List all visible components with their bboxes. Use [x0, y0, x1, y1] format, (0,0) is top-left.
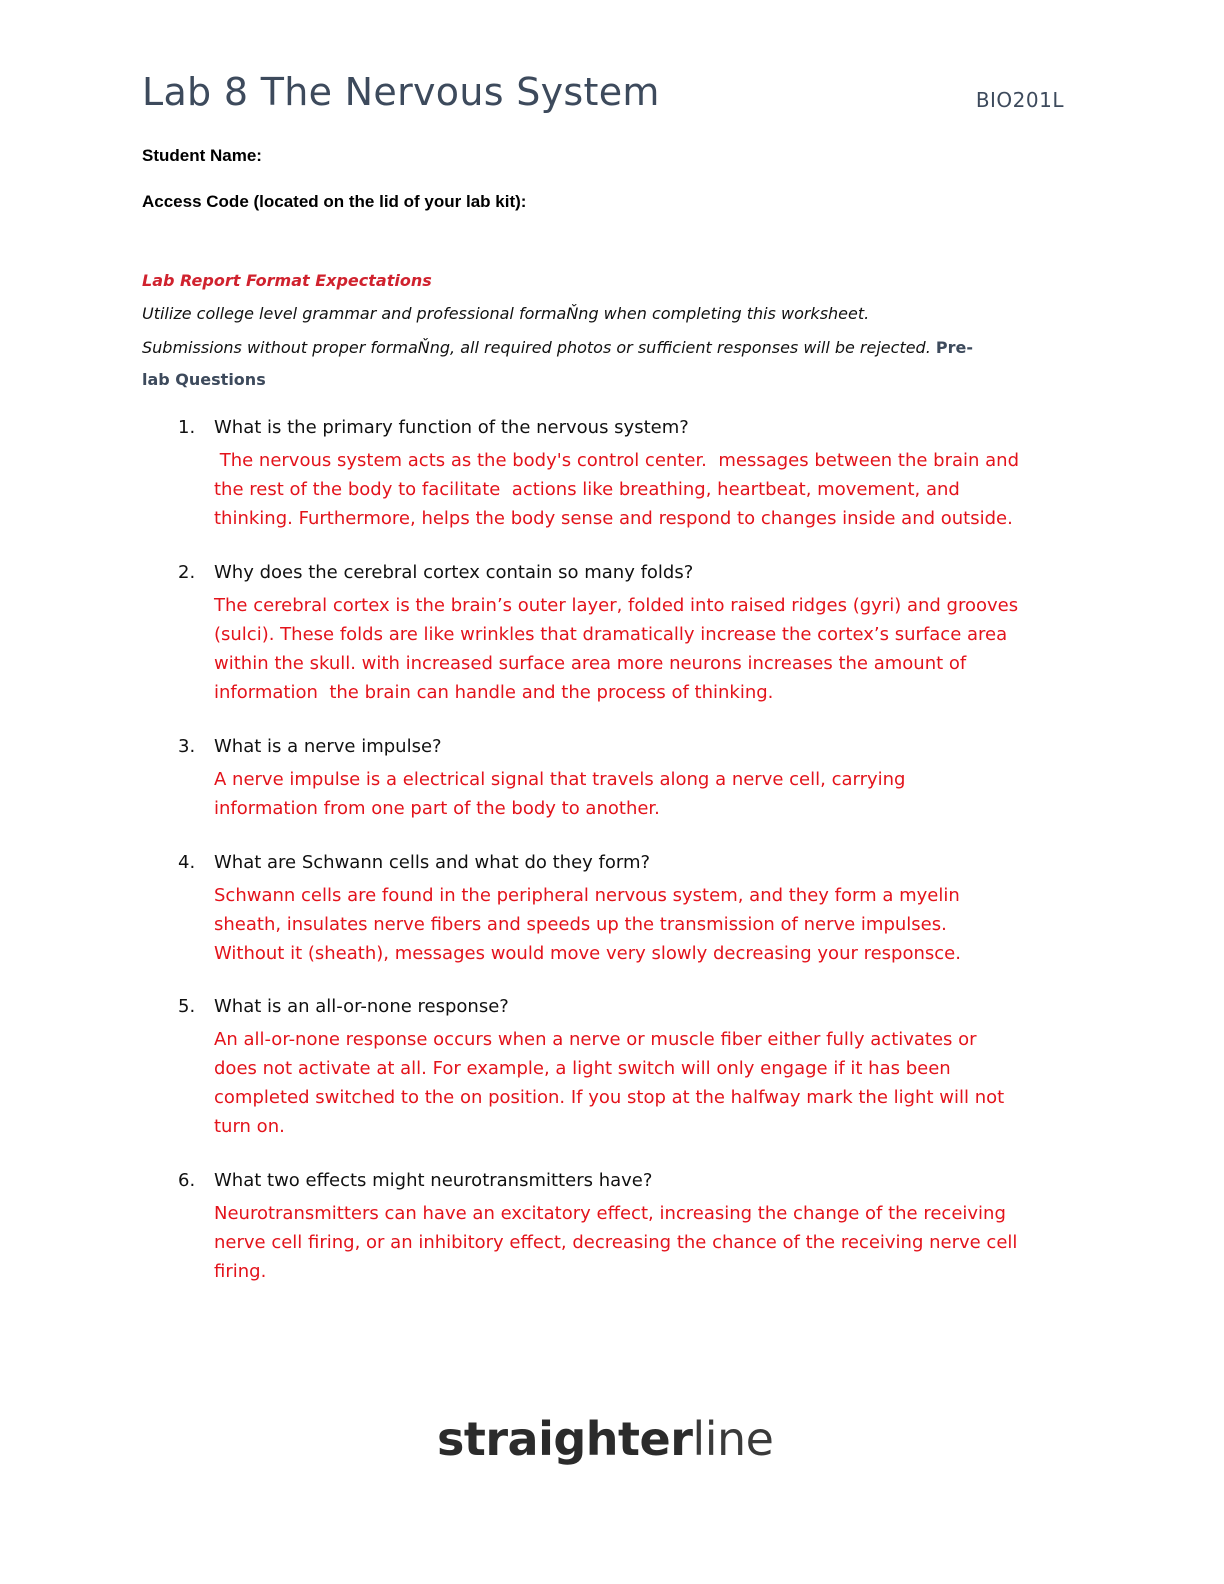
straighterline-logo: [437, 1412, 773, 1466]
question-number: 3.: [178, 736, 196, 757]
prelab-heading-part2: lab Questions: [142, 370, 266, 389]
prelab-heading-part1: Pre-: [935, 338, 973, 357]
expectations-line-2-text: Submissions without proper formaŇng, all required photos or sufficient responses will be rejected.: [142, 338, 931, 357]
question-text: What are Schwann cells and what do they form?: [214, 852, 651, 873]
logo-bold-text: straighter: [437, 1412, 693, 1466]
question-number: 5.: [178, 996, 196, 1017]
answer-line: nerve cell firing, or an inhibitory effect, decreasing the chance of the receiving nerve cell: [214, 1232, 1018, 1253]
answer-line: does not activate at all. For example, a light switch will only engage if it has been: [214, 1058, 951, 1079]
answer-line: The cerebral cortex is the brain’s outer layer, folded into raised ridges (gyri) and grooves: [214, 595, 1019, 616]
expectations-line-2: [142, 338, 973, 357]
answer-text: [214, 591, 1018, 707]
question-number: 6.: [178, 1170, 196, 1191]
answer-line: (sulci). These folds are like wrinkles that dramatically increase the cortex’s surface area: [214, 624, 1008, 645]
answer-line: Without it (sheath), messages would move very slowly decreasing your responsce.: [214, 943, 961, 964]
answer-line: The nervous system acts as the body's control center. messages between the brain and: [214, 450, 1020, 471]
answer-line: Schwann cells are found in the peripheral nervous system, and they form a myelin: [214, 885, 960, 906]
logo-light-text: line: [692, 1412, 774, 1466]
course-code: BIO201L: [975, 88, 1064, 112]
answer-line: Neurotransmitters can have an excitatory effect, increasing the change of the receiving: [214, 1203, 1006, 1224]
question-text: Why does the cerebral cortex contain so many folds?: [214, 562, 694, 583]
access-code-label: Access Code (located on the lid of your lab kit):: [142, 192, 527, 211]
answer-line: firing.: [214, 1261, 267, 1282]
question-text: What is the primary function of the nervous system?: [214, 417, 689, 438]
answer-text: [214, 446, 1019, 533]
answer-line: sheath, insulates nerve fibers and speeds up the transmission of nerve impulses.: [214, 914, 947, 935]
answer-text: [214, 1025, 1004, 1141]
answer-line: A nerve impulse is a electrical signal that travels along a nerve cell, carrying: [214, 769, 906, 790]
student-name-label: Student Name:: [142, 146, 262, 165]
answer-line: An all-or-none response occurs when a nerve or muscle fiber either fully activates or: [214, 1029, 977, 1050]
answer-line: information the brain can handle and the process of thinking.: [214, 682, 774, 703]
answer-line: the rest of the body to facilitate actions like breathing, heartbeat, movement, and: [214, 479, 960, 500]
answer-line: turn on.: [214, 1116, 285, 1137]
answer-line: completed switched to the on position. If you stop at the halfway mark the light will not: [214, 1087, 1005, 1108]
answer-text: [214, 765, 905, 823]
expectations-heading: Lab Report Format Expectations: [142, 271, 432, 290]
question-number: 2.: [178, 562, 196, 583]
question-text: What two effects might neurotransmitters have?: [214, 1170, 653, 1191]
question-text: What is an all-or-none response?: [214, 996, 509, 1017]
question-number: 4.: [178, 852, 196, 873]
question-text: What is a nerve impulse?: [214, 736, 442, 757]
answer-line: thinking. Furthermore, helps the body sense and respond to changes inside and outside.: [214, 508, 1013, 529]
answer-text: [214, 881, 961, 968]
page-title: Lab 8 The Nervous System: [142, 70, 660, 114]
answer-text: [214, 1199, 1017, 1286]
answer-line: within the skull. with increased surface area more neurons increases the amount of: [214, 653, 967, 674]
answer-line: information from one part of the body to another.: [214, 798, 660, 819]
expectations-line-1: Utilize college level grammar and professional formaŇng when completing this worksheet.: [142, 304, 870, 323]
question-number: 1.: [178, 417, 196, 438]
